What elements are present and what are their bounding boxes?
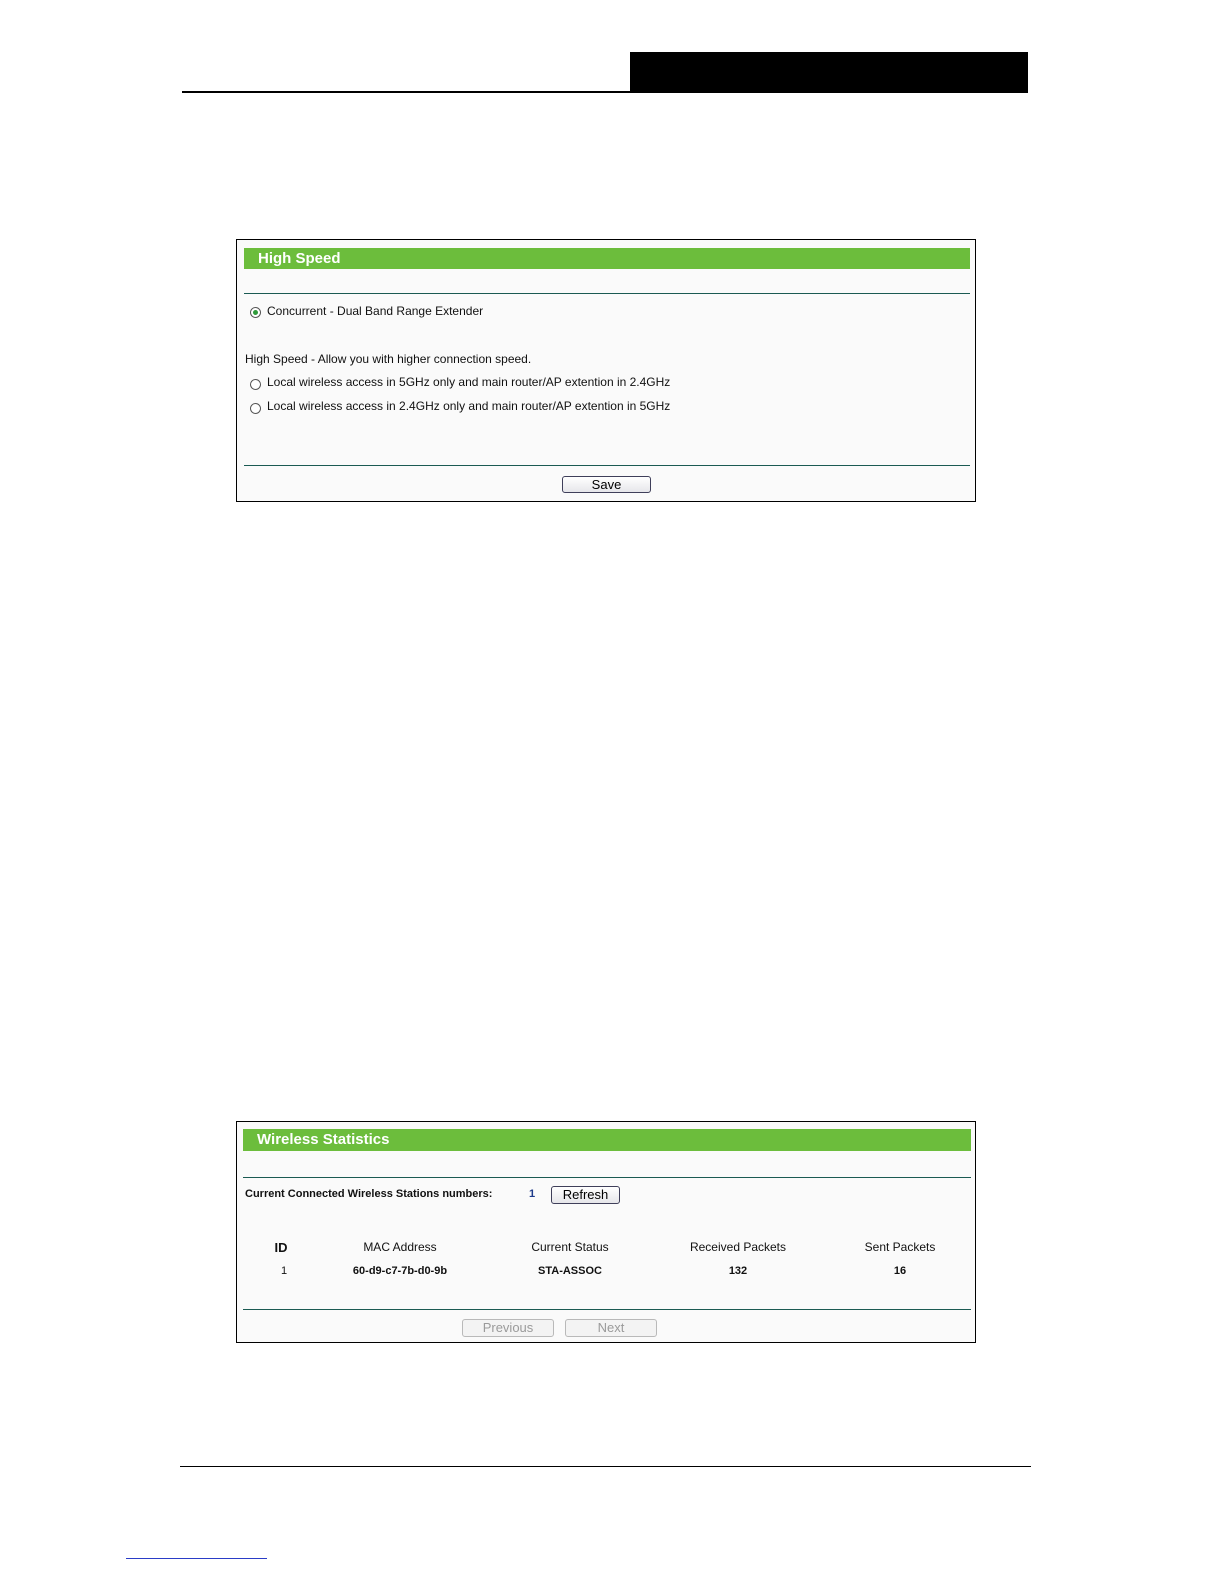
concurrent-radio[interactable] xyxy=(250,307,261,318)
cell-mac-address: 60-d9-c7-7b-d0-9b xyxy=(352,1265,448,1277)
high-speed-title: High Speed xyxy=(244,248,970,269)
wireless-statistics-title: Wireless Statistics xyxy=(243,1129,971,1151)
column-header-sent-packets: Sent Packets xyxy=(864,1240,936,1254)
wireless-statistics-panel xyxy=(236,1121,976,1343)
cell-sent-packets: 16 xyxy=(893,1265,907,1277)
bottom-rule xyxy=(243,1309,971,1310)
column-header-id: ID xyxy=(274,1240,288,1255)
top-rule xyxy=(244,293,970,294)
footer-link-underline xyxy=(126,1558,267,1559)
5ghz-local-radio[interactable] xyxy=(250,379,261,390)
24ghz-local-radio[interactable] xyxy=(250,403,261,414)
bottom-rule xyxy=(244,465,970,466)
top-rule xyxy=(243,1177,971,1178)
column-header-mac-address: MAC Address xyxy=(363,1240,437,1254)
page-header-rule xyxy=(182,91,1028,93)
previous-button[interactable]: Previous xyxy=(462,1319,554,1337)
stations-count: 1 xyxy=(529,1188,536,1200)
refresh-button[interactable]: Refresh xyxy=(551,1186,620,1204)
high-speed-panel xyxy=(236,239,976,502)
next-button[interactable]: Next xyxy=(565,1319,657,1337)
save-button[interactable]: Save xyxy=(562,476,651,493)
page-footer-rule xyxy=(180,1466,1031,1467)
stations-label: Current Connected Wireless Stations numbers: xyxy=(245,1188,493,1200)
concurrent-label: Concurrent - Dual Band Range Extender xyxy=(267,304,484,318)
cell-current-status: STA-ASSOC xyxy=(538,1265,602,1277)
column-header-received-packets: Received Packets xyxy=(689,1240,787,1254)
page-header-block xyxy=(630,52,1028,93)
cell-received-packets: 132 xyxy=(728,1265,748,1277)
column-header-current-status: Current Status xyxy=(531,1240,609,1254)
5ghz-local-label: Local wireless access in 5GHz only and main router/AP extention in 2.4GHz xyxy=(267,375,671,389)
cell-id: 1 xyxy=(280,1265,288,1277)
24ghz-local-label: Local wireless access in 2.4GHz only and main router/AP extention in 5GHz xyxy=(267,399,671,413)
high-speed-description: High Speed - Allow you with higher connection speed. xyxy=(245,352,532,366)
